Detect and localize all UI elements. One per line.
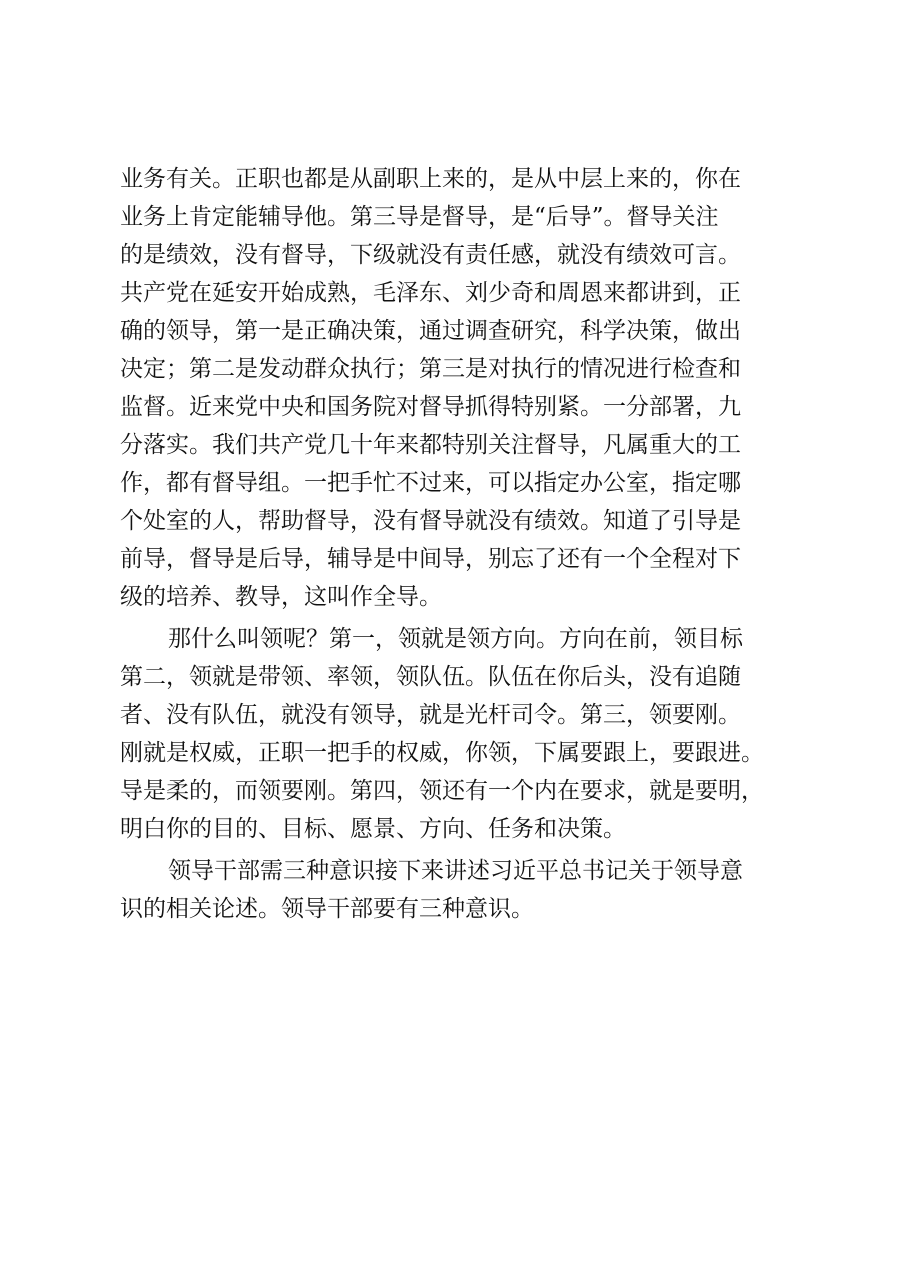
paragraph-line: 领导干部需三种意识接下来讲述习近平总书记关于领导意 xyxy=(168,858,743,884)
paragraph-line: 刚就是权威，正职一把手的权威，你领，下属要跟上，要跟进。 xyxy=(120,740,764,766)
paragraph-line: 监督。近来党中央和国务院对督导抓得特别紧。一分部署，九 xyxy=(120,394,741,420)
paragraph-line: 确的领导，第一是正确决策，通过调查研究，科学决策，做出 xyxy=(120,318,741,344)
paragraph-line: 业务有关。正职也都是从副职上来的，是从中层上来的，你在 xyxy=(120,166,741,192)
paragraph-2 xyxy=(120,620,820,848)
document-body xyxy=(120,160,820,928)
paragraph-line: 前导，督导是后导，辅导是中间导，别忘了还有一个全程对下 xyxy=(120,546,741,572)
paragraph-line: 级的培养、教导，这叫作全导。 xyxy=(120,584,442,610)
paragraph-line: 者、没有队伍，就没有领导，就是光杆司令。第三，领要刚。 xyxy=(120,702,741,728)
paragraph-line: 明白你的目的、目标、愿景、方向、任务和决策。 xyxy=(120,816,626,842)
paragraph-line: 决定；第二是发动群众执行；第三是对执行的情况进行检查和 xyxy=(120,356,741,382)
paragraph-3 xyxy=(120,852,820,928)
paragraph-line: 业务上肯定能辅导他。第三导是督导，是“后导”。督导关注 xyxy=(120,204,719,230)
paragraph-1 xyxy=(120,160,820,616)
paragraph-line: 分落实。我们共产党几十年来都特别关注督导，凡属重大的工 xyxy=(120,432,741,458)
paragraph-line: 作，都有督导组。一把手忙不过来，可以指定办公室，指定哪 xyxy=(120,470,741,496)
paragraph-line: 的是绩效，没有督导，下级就没有责任感，就没有绩效可言。 xyxy=(120,242,741,268)
paragraph-line: 导是柔的，而领要刚。第四，领还有一个内在要求，就是要明， xyxy=(120,778,764,804)
paragraph-line: 识的相关论述。领导干部要有三种意识。 xyxy=(120,896,534,922)
paragraph-line: 第二，领就是带领、率领，领队伍。队伍在你后头，没有追随 xyxy=(120,664,741,690)
paragraph-line: 共产党在延安开始成熟，毛泽东、刘少奇和周恩来都讲到，正 xyxy=(120,280,741,306)
paragraph-line: 个处室的人，帮助督导，没有督导就没有绩效。知道了引导是 xyxy=(120,508,741,534)
paragraph-line: 那什么叫领呢？第一，领就是领方向。方向在前，领目标 xyxy=(168,626,743,652)
